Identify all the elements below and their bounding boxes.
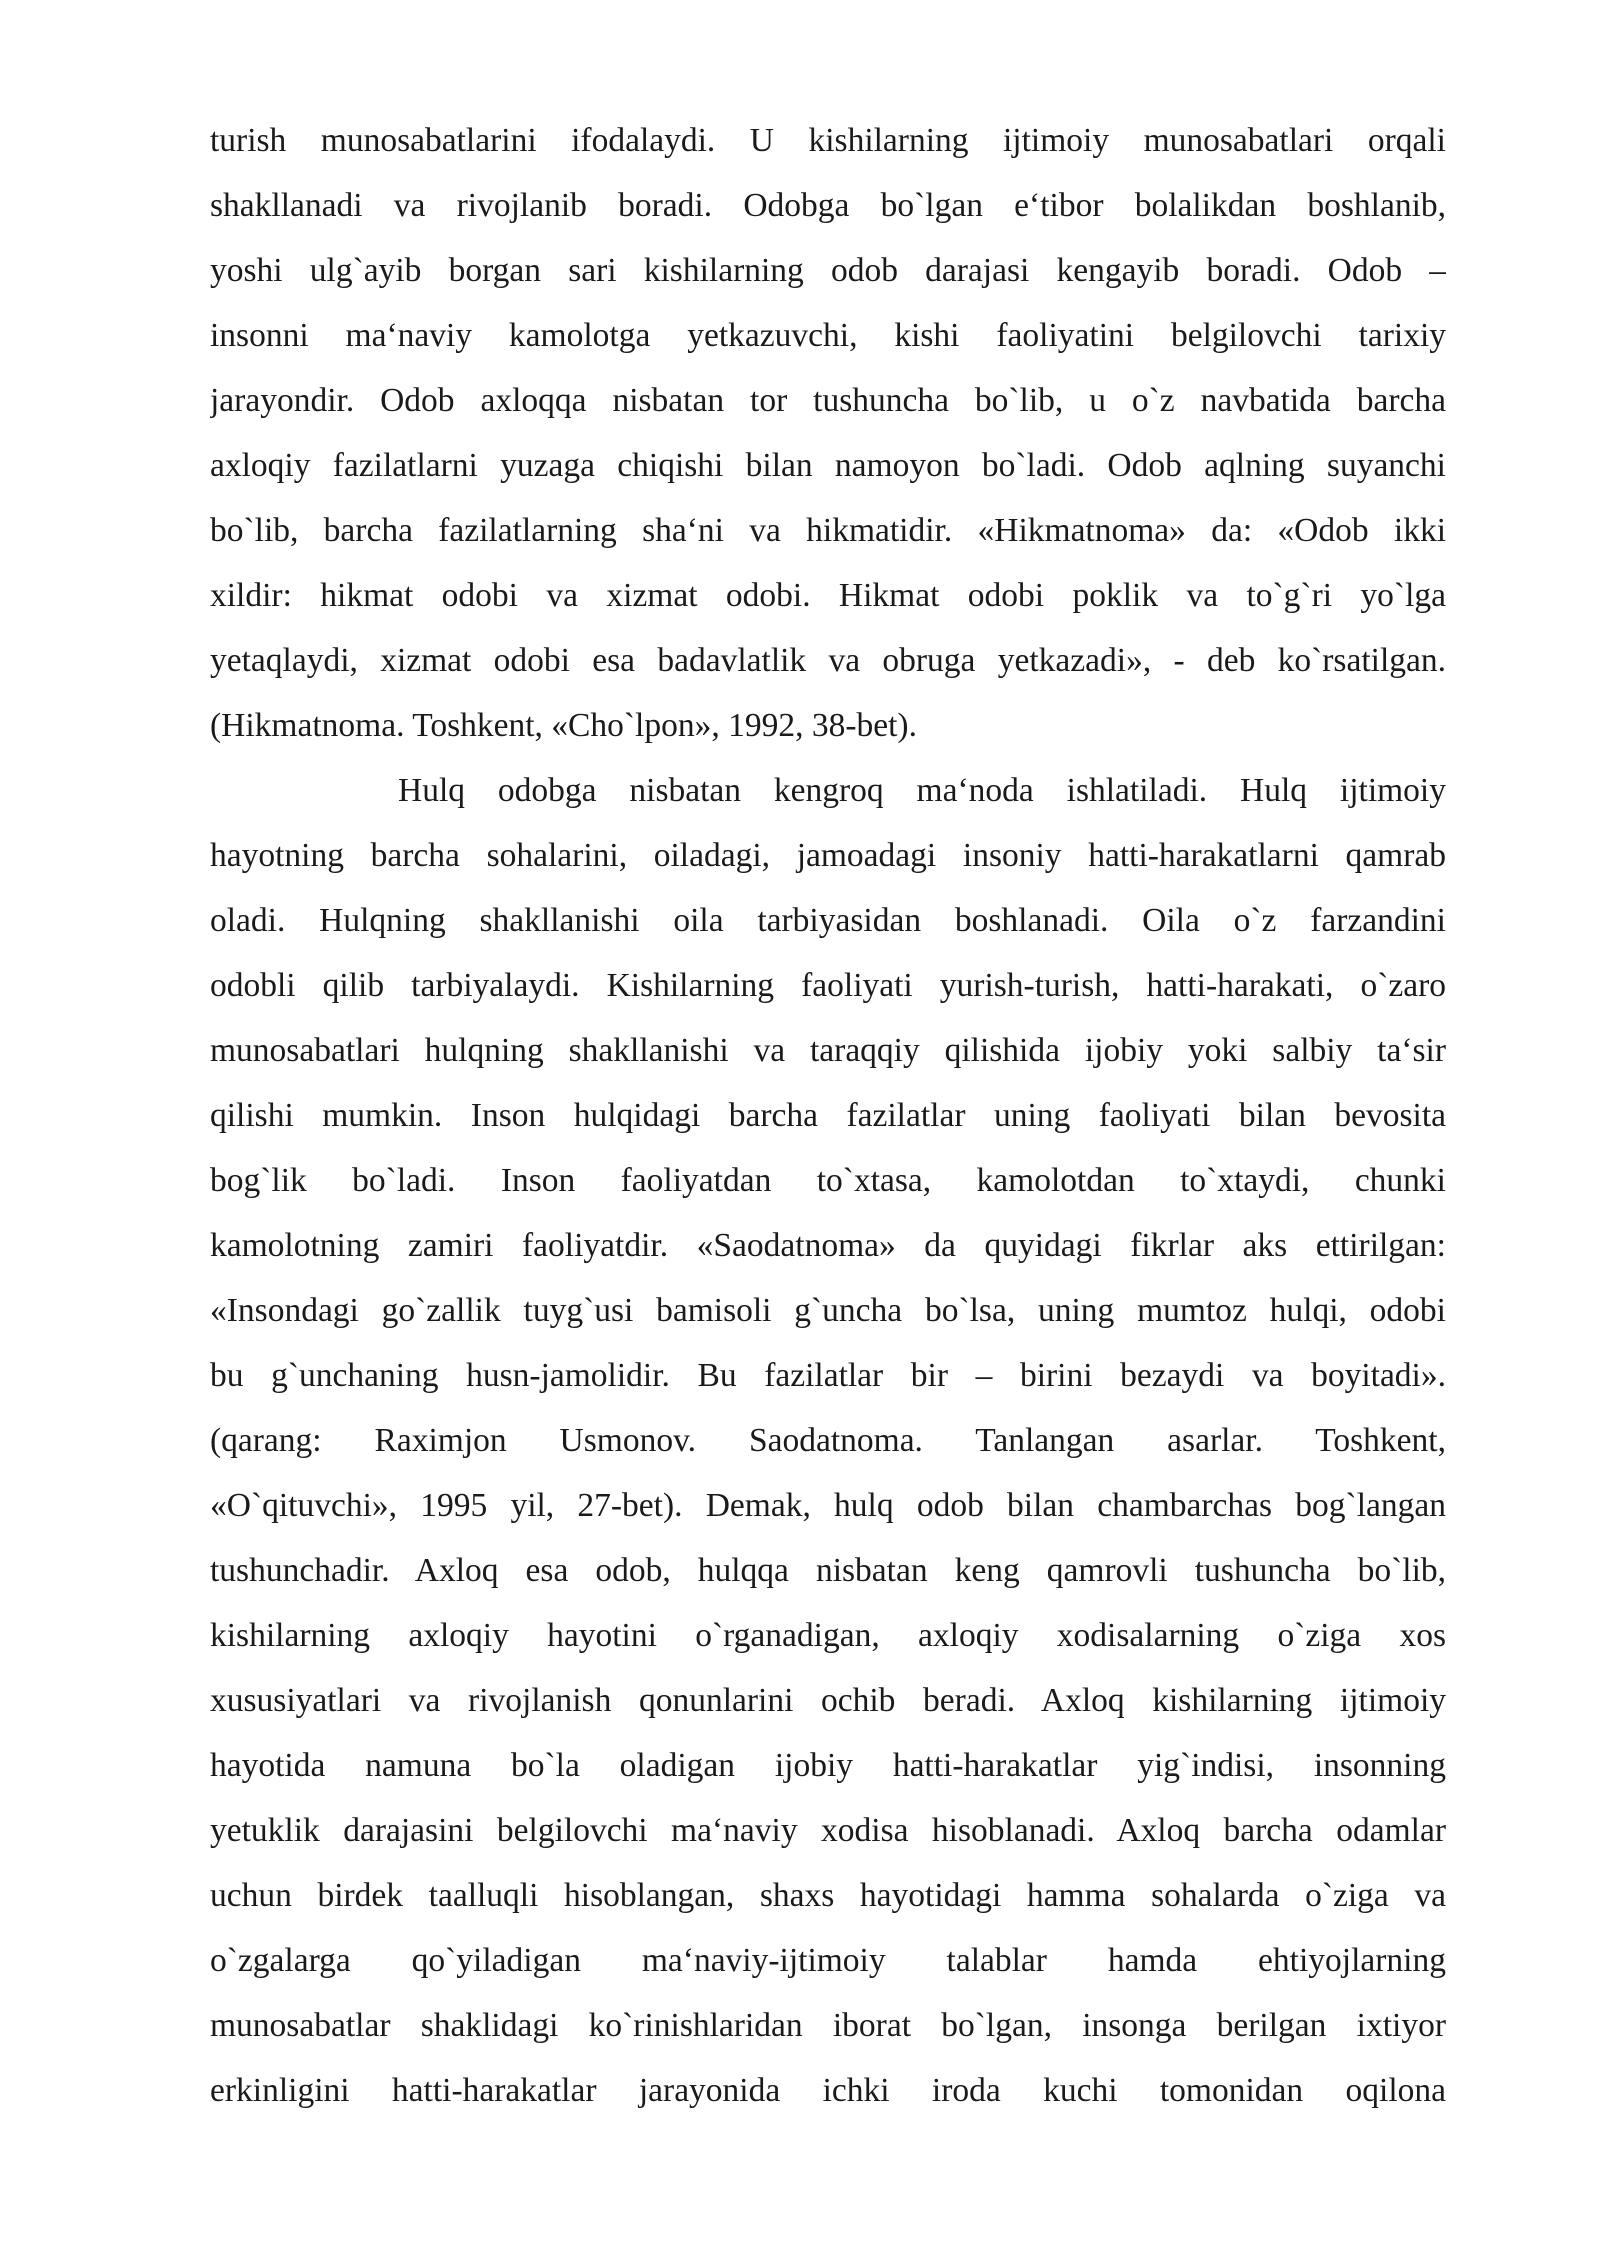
text-line: munosabatlari hulqning shakllanishi va taraqqiy qilishida ijobiy yoki salbiy ta‘sir — [210, 1032, 1446, 1069]
text-line: odobli qilib tarbiyalaydi. Kishilarning faoliyati yurish-turish, hatti-harakati, o`zaro — [210, 967, 1446, 1004]
text-line: oladi. Hulqning shakllanishi oila tarbiyasidan boshlanadi. Oila o`z farzandini — [210, 902, 1446, 939]
text-line: kamolotning zamiri faoliyatdir. «Saodatnoma» da quyidagi fikrlar aks ettirilgan: — [210, 1227, 1446, 1264]
text-line: xildir: hikmat odobi va xizmat odobi. Hikmat odobi poklik va to`g`ri yo`lga — [210, 577, 1446, 614]
text-line: tushunchadir. Axloq esa odob, hulqqa nisbatan keng qamrovli tushuncha bo`lib, — [210, 1552, 1446, 1589]
text-line: kishilarning axloqiy hayotini o`rganadigan, axloqiy xodisalarning o`ziga xos — [210, 1617, 1446, 1654]
text-line: qilishi mumkin. Inson hulqidagi barcha fazilatlar uning faoliyati bilan bevosita — [210, 1097, 1446, 1134]
text-line: bog`lik bo`ladi. Inson faoliyatdan to`xtasa, kamolotdan to`xtaydi, chunki — [210, 1162, 1446, 1199]
text-line: uchun birdek taalluqli hisoblangan, shaxs hayotidagi hamma sohalarda o`ziga va — [210, 1877, 1446, 1914]
text-line: xususiyatlari va rivojlanish qonunlarini ochib beradi. Axloq kishilarning ijtimoiy — [210, 1682, 1446, 1719]
text-line: munosabatlar shaklidagi ko`rinishlaridan iborat bo`lgan, insonga berilgan ixtiyor — [210, 2007, 1446, 2044]
text-line: Hulq odobga nisbatan kengroq ma‘noda ishlatiladi. Hulq ijtimoiy — [398, 772, 1446, 809]
paragraph-2 — [210, 758, 1446, 2123]
text-line: bo`lib, barcha fazilatlarning sha‘ni va hikmatidir. «Hikmatnoma» da: «Odob ikki — [210, 512, 1446, 549]
text-line: yetuklik darajasini belgilovchi ma‘naviy xodisa hisoblanadi. Axloq barcha odamlar — [210, 1812, 1446, 1849]
text-line: (qarang: Raximjon Usmonov. Saodatnoma. Tanlangan asarlar. Toshkent, — [210, 1422, 1446, 1459]
text-line: yoshi ulg`ayib borgan sari kishilarning odob darajasi kengayib boradi. Odob – — [210, 252, 1446, 289]
text-line: hayotning barcha sohalarini, oiladagi, jamoadagi insoniy hatti-harakatlarni qamrab — [210, 837, 1446, 874]
text-line: o`zgalarga qo`yiladigan ma‘naviy-ijtimoiy talablar hamda ehtiyojlarning — [210, 1942, 1446, 1979]
text-line: hayotida namuna bo`la oladigan ijobiy hatti-harakatlar yig`indisi, insonning — [210, 1747, 1446, 1784]
text-line: bu g`unchaning husn-jamolidir. Bu fazilatlar bir – birini bezaydi va boyitadi». — [210, 1357, 1446, 1394]
text-line: jarayondir. Odob axloqqa nisbatan tor tushuncha bo`lib, u o`z navbatida barcha — [210, 382, 1446, 419]
text-line: «O`qituvchi», 1995 yil, 27-bet). Demak, hulq odob bilan chambarchas bog`langan — [210, 1487, 1446, 1524]
text-line: shakllanadi va rivojlanib boradi. Odobga bo`lgan e‘tibor bolalikdan boshlanib, — [210, 187, 1446, 224]
paragraph-1 — [210, 108, 1446, 758]
text-line: yetaqlaydi, xizmat odobi esa badavlatlik va obruga yetkazadi», - deb ko`rsatilgan. — [210, 642, 1446, 679]
text-line: axloqiy fazilatlarni yuzaga chiqishi bilan namoyon bo`ladi. Odob aqlning suyanchi — [210, 447, 1446, 484]
text-line: turish munosabatlarini ifodalaydi. U kishilarning ijtimoiy munosabatlari orqali — [210, 122, 1446, 159]
text-line: erkinligini hatti-harakatlar jarayonida ichki iroda kuchi tomonidan oqilona — [210, 2072, 1446, 2109]
document-page — [210, 108, 1446, 2123]
text-line: «Insondagi go`zallik tuyg`usi bamisoli g`uncha bo`lsa, uning mumtoz hulqi, odobi — [210, 1292, 1446, 1329]
text-line: insonni ma‘naviy kamolotga yetkazuvchi, kishi faoliyatini belgilovchi tarixiy — [210, 317, 1446, 354]
text-line: (Hikmatnoma. Toshkent, «Cho`lpon», 1992, 38-bet). — [210, 707, 917, 744]
